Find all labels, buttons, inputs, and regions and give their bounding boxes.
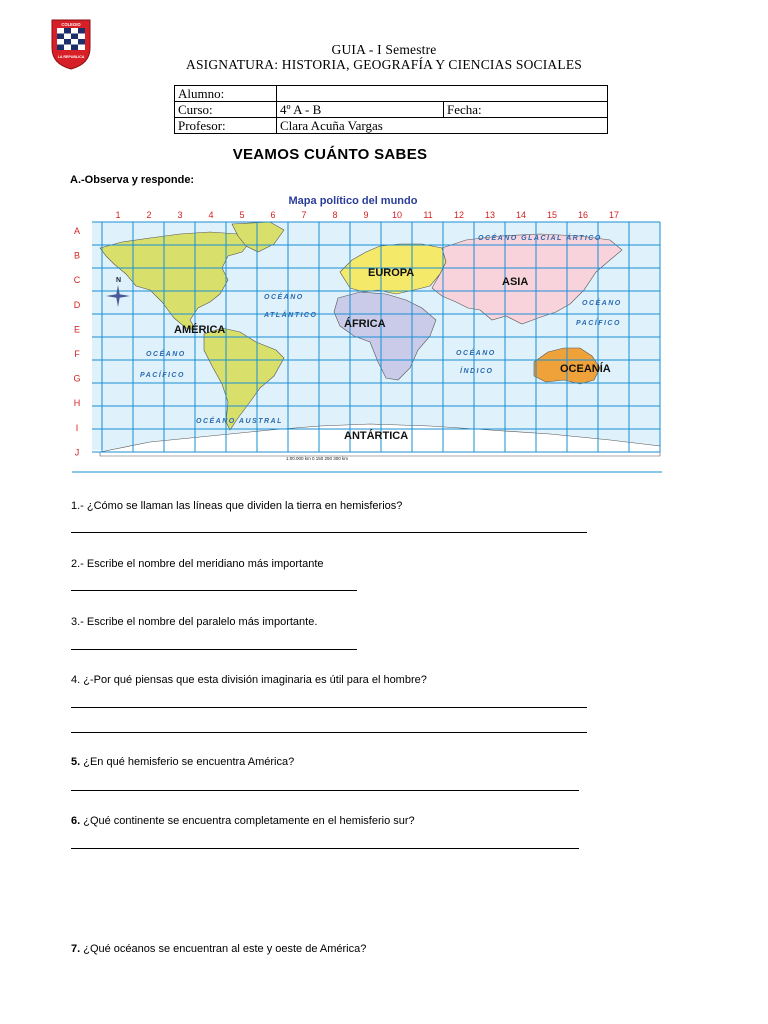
answer-line-2[interactable]: [71, 590, 357, 591]
guide-title: GUIA - I Semestre: [331, 42, 437, 57]
row-letter-E: E: [73, 324, 81, 335]
column-number-2: 2: [146, 210, 152, 220]
label-africa: ÁFRICA: [344, 318, 386, 330]
label-ocean-indico-1: OCÉANO: [456, 350, 496, 357]
question-6: [71, 815, 415, 827]
compass-north-label: N: [116, 277, 122, 284]
question-6-number: 6.: [71, 815, 81, 827]
question-5: [71, 756, 294, 768]
label-ocean-pacifico-w-1: OCÉANO: [146, 351, 186, 358]
question-4: 4. ¿-Por qué piensas que esta división imaginaria es útil para el hombre?: [71, 674, 427, 686]
teacher-value: Clara Acuña Vargas: [277, 118, 608, 134]
logo-top-text: COLEGIO: [61, 22, 81, 27]
column-numbers: [115, 210, 619, 220]
label-ocean-pacifico-w-2: PACÍFICO: [140, 372, 185, 379]
page-title: VEAMOS CUÁNTO SABES: [232, 146, 428, 163]
column-number-8: 8: [332, 210, 338, 220]
answer-line-4a[interactable]: [71, 707, 587, 708]
answer-line-3[interactable]: [71, 649, 357, 650]
course-value: 4º A - B: [277, 102, 444, 118]
world-political-map: [70, 190, 662, 474]
course-label: Curso:: [175, 102, 277, 118]
row-letter-I: I: [75, 422, 79, 433]
date-field[interactable]: [510, 102, 608, 118]
student-label: Alumno:: [175, 86, 277, 102]
teacher-label: Profesor:: [175, 118, 277, 134]
column-number-6: 6: [270, 210, 276, 220]
row-letter-G: G: [73, 373, 81, 384]
question-3: 3.- Escribe el nombre del paralelo más importante.: [71, 616, 318, 628]
question-7-text: ¿Qué océanos se encuentran al este y oeste de América?: [80, 943, 367, 955]
question-5-number: 5.: [71, 756, 81, 768]
label-ocean-atlantico-2: ATLÁNTICO: [264, 312, 318, 319]
question-7: [71, 943, 366, 955]
map-scale: 1:00.000 km 0 150 250 300 km: [286, 456, 349, 461]
column-number-16: 16: [577, 210, 589, 220]
column-number-10: 10: [391, 210, 403, 220]
column-number-11: 11: [423, 210, 433, 220]
answer-line-6[interactable]: [71, 848, 579, 849]
label-ocean-pacifico-e-2: PACÍFICO: [576, 320, 621, 327]
column-number-13: 13: [484, 210, 496, 220]
question-6-text: ¿Qué continente se encuentra completamente en el hemisferio sur?: [80, 815, 415, 827]
label-ocean-pacifico-e-1: OCÉANO: [582, 300, 622, 307]
column-number-3: 3: [177, 210, 183, 220]
row-letter-A: A: [73, 226, 81, 236]
label-antartica: ANTÁRTICA: [344, 430, 409, 442]
row-letters: [73, 226, 80, 457]
question-1: 1.- ¿Cómo se llaman las líneas que dividen la tierra en hemisferios?: [71, 500, 403, 512]
answer-line-1[interactable]: [71, 532, 587, 533]
row-letter-H: H: [73, 398, 81, 409]
row-letter-F: F: [74, 349, 80, 359]
question-2: 2.- Escribe el nombre del meridiano más importante: [71, 558, 324, 570]
label-america: AMÉRICA: [174, 324, 226, 336]
column-number-1: 1: [115, 210, 121, 220]
column-number-7: 7: [301, 210, 307, 220]
row-letter-D: D: [73, 299, 81, 310]
subject-title: ASIGNATURA: HISTORIA, GEOGRAFÍA Y CIENCIAS SOCIALES: [186, 57, 582, 72]
column-number-17: 17: [608, 210, 620, 220]
column-number-9: 9: [363, 210, 369, 220]
column-number-14: 14: [515, 210, 527, 220]
question-5-text: ¿En qué hemisferio se encuentra América?: [80, 756, 295, 768]
label-ocean-atlantico-1: OCÉANO: [264, 294, 304, 301]
logo-bottom-text: LA REPUBLICA: [57, 55, 85, 59]
column-number-4: 4: [208, 210, 214, 220]
label-europa: EUROPA: [368, 267, 415, 279]
map-title: Mapa político del mundo: [288, 195, 418, 207]
student-field[interactable]: [277, 86, 608, 102]
date-label: Fecha:: [444, 102, 511, 118]
label-oceania: OCEANÍA: [560, 363, 611, 375]
answer-line-4b[interactable]: [71, 732, 587, 733]
student-info-table: [174, 85, 608, 134]
column-number-15: 15: [546, 210, 558, 220]
row-letter-B: B: [73, 250, 81, 261]
section-a-heading: A.-Observa y responde:: [70, 174, 195, 186]
answer-line-5[interactable]: [71, 790, 579, 791]
label-ocean-austral: OCÉANO AUSTRAL: [196, 418, 283, 425]
row-letter-C: C: [73, 275, 81, 286]
label-asia: ASIA: [502, 276, 529, 288]
column-number-5: 5: [239, 210, 245, 220]
question-7-number: 7.: [71, 943, 81, 955]
label-ocean-artico: OCÉANO GLACIAL ÁRTICO: [478, 235, 602, 242]
label-ocean-indico-2: ÍNDICO: [460, 368, 494, 375]
row-letter-J: J: [74, 447, 80, 458]
column-number-12: 12: [453, 210, 465, 220]
